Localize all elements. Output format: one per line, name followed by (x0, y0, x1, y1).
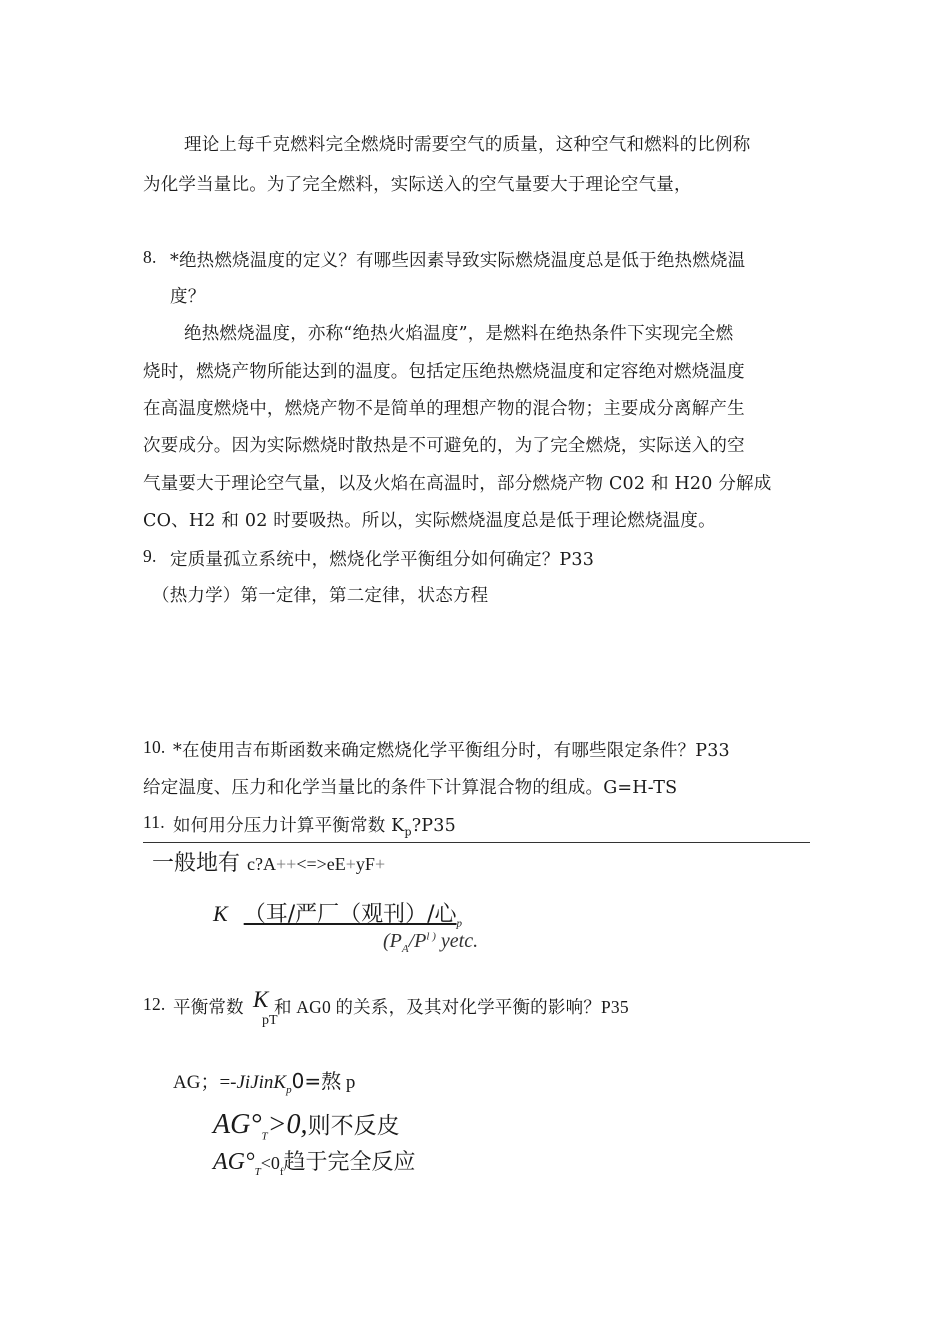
q12-cond-part: >0, (267, 1109, 308, 1140)
q12-cond-part: AG° (213, 1109, 262, 1140)
q11-denominator-sub: A (401, 943, 409, 955)
q11-denominator-sup: l ) (426, 930, 436, 943)
plus-sign: + (345, 854, 356, 874)
q11-denominator-open: (P (383, 930, 402, 952)
q12-cond-sub: T (254, 1165, 261, 1178)
q11-k-expression (213, 897, 462, 929)
q12-cond-text: 则不反皮 (307, 1113, 400, 1139)
q12-cond-sub: T (261, 1130, 268, 1143)
q12-condition-2 (213, 1145, 416, 1178)
q11-number: 11. (143, 812, 165, 832)
q12-condition-1 (213, 1107, 400, 1143)
q11-formula-line (152, 846, 385, 877)
q8-question-line-1: *绝热燃烧温度的定义？有哪些因素导致实际燃烧温度总是低于绝热燃烧温 (170, 251, 746, 271)
q11-k-formula: （耳/严厂（观刊）/心 (243, 902, 457, 927)
q11-denominator-tail: yetc. (440, 930, 479, 952)
q8-number: 8. (143, 247, 157, 267)
horizontal-rule (143, 842, 810, 843)
q11-formula-lead: 一般地有 (152, 851, 241, 876)
q8-answer-line: 在高温度燃烧中，燃烧产物不是简单的理想产物的混合物；主要成分离解产生 (143, 399, 745, 419)
paragraph-line-2: 为化学当量比。为了完全燃料，实际送入的空气量要大于理论空气量， (143, 175, 692, 195)
plus-sign: + (374, 854, 386, 874)
q11-question-text: 如何用分压力计算平衡常数 K (173, 816, 405, 836)
q8-answer-line: CO、H2 和 02 时要吸热。所以，实际燃烧温度总是低于理论燃烧温度。 (143, 511, 716, 531)
q12-eq-part: JiJinK (236, 1072, 287, 1093)
q11-question-sub: p (404, 825, 412, 839)
q10-question: *在使用吉布斯函数来确定燃烧化学平衡组分时，有哪些限定条件？P33 (173, 741, 730, 761)
q12-eq-part: 0=熬 (291, 1069, 342, 1093)
q12-cond-part: <0 (260, 1153, 280, 1173)
q9-number: 9. (143, 546, 157, 566)
q12-cond-part: AG° (213, 1149, 255, 1175)
q10-answer: 给定温度、压力和化学当量比的条件下计算混合物的组成。G=H-TS (143, 778, 678, 798)
q11-question (173, 812, 456, 839)
q12-equation (173, 1065, 355, 1096)
q12-k-sub: pT (262, 1013, 278, 1028)
q8-answer-line: 烧时，燃烧产物所能达到的温度。包括定压绝热燃烧温度和定容绝对燃烧温度 (143, 362, 745, 382)
q11-k-sub: p (456, 917, 463, 930)
q9-question: 定质量孤立系统中，燃烧化学平衡组分如何确定？P33 (170, 550, 595, 570)
q12-question-text: 平衡常数 (173, 998, 244, 1018)
q10-number: 10. (143, 737, 166, 757)
q12-eq-part: AG；=- (173, 1072, 237, 1093)
paragraph-line-1: 理论上每千克燃料完全燃烧时需要空气的质量，这种空气和燃料的比例称 (184, 135, 751, 155)
q11-denominator-mid: /P (408, 930, 427, 952)
q11-question-tail: ?P35 (411, 816, 456, 836)
q12-cond-sub: f (279, 1165, 284, 1178)
q12-question-tail: 和 AG0 的关系，及其对化学平衡的影响？P35 (274, 997, 629, 1017)
plus-sign: + (276, 854, 287, 874)
q12-k-symbol: K (253, 987, 269, 1012)
q11-reaction-yf: yF (355, 854, 375, 874)
q11-denominator (383, 930, 478, 955)
q12-cond-text: 趋于完全反应 (283, 1150, 416, 1175)
q8-answer-line: 次要成分。因为实际燃烧时散热是不可避免的，为了完全燃烧，实际送入的空 (143, 436, 745, 456)
q8-question-line-2: 度？ (170, 287, 206, 307)
q11-reaction-arrow: <=>eE (296, 854, 346, 874)
q12-eq-sub: p (286, 1083, 292, 1096)
q12-eq-part: p (341, 1072, 356, 1093)
q11-k-symbol: K (213, 901, 228, 926)
q11-reaction-a: c?A (247, 854, 276, 874)
q9-answer: （热力学）第一定律，第二定律，状态方程 (152, 586, 489, 606)
q8-answer-line: 绝热燃烧温度，亦称“绝热火焰温度”，是燃料在绝热条件下实现完全燃 (184, 324, 734, 344)
q12-number: 12. (143, 994, 166, 1014)
q8-answer-line: 气量要大于理论空气量，以及火焰在高温时，部分燃烧产物 C02 和 H20 分解成 (143, 474, 772, 494)
plus-sign: + (286, 854, 297, 874)
